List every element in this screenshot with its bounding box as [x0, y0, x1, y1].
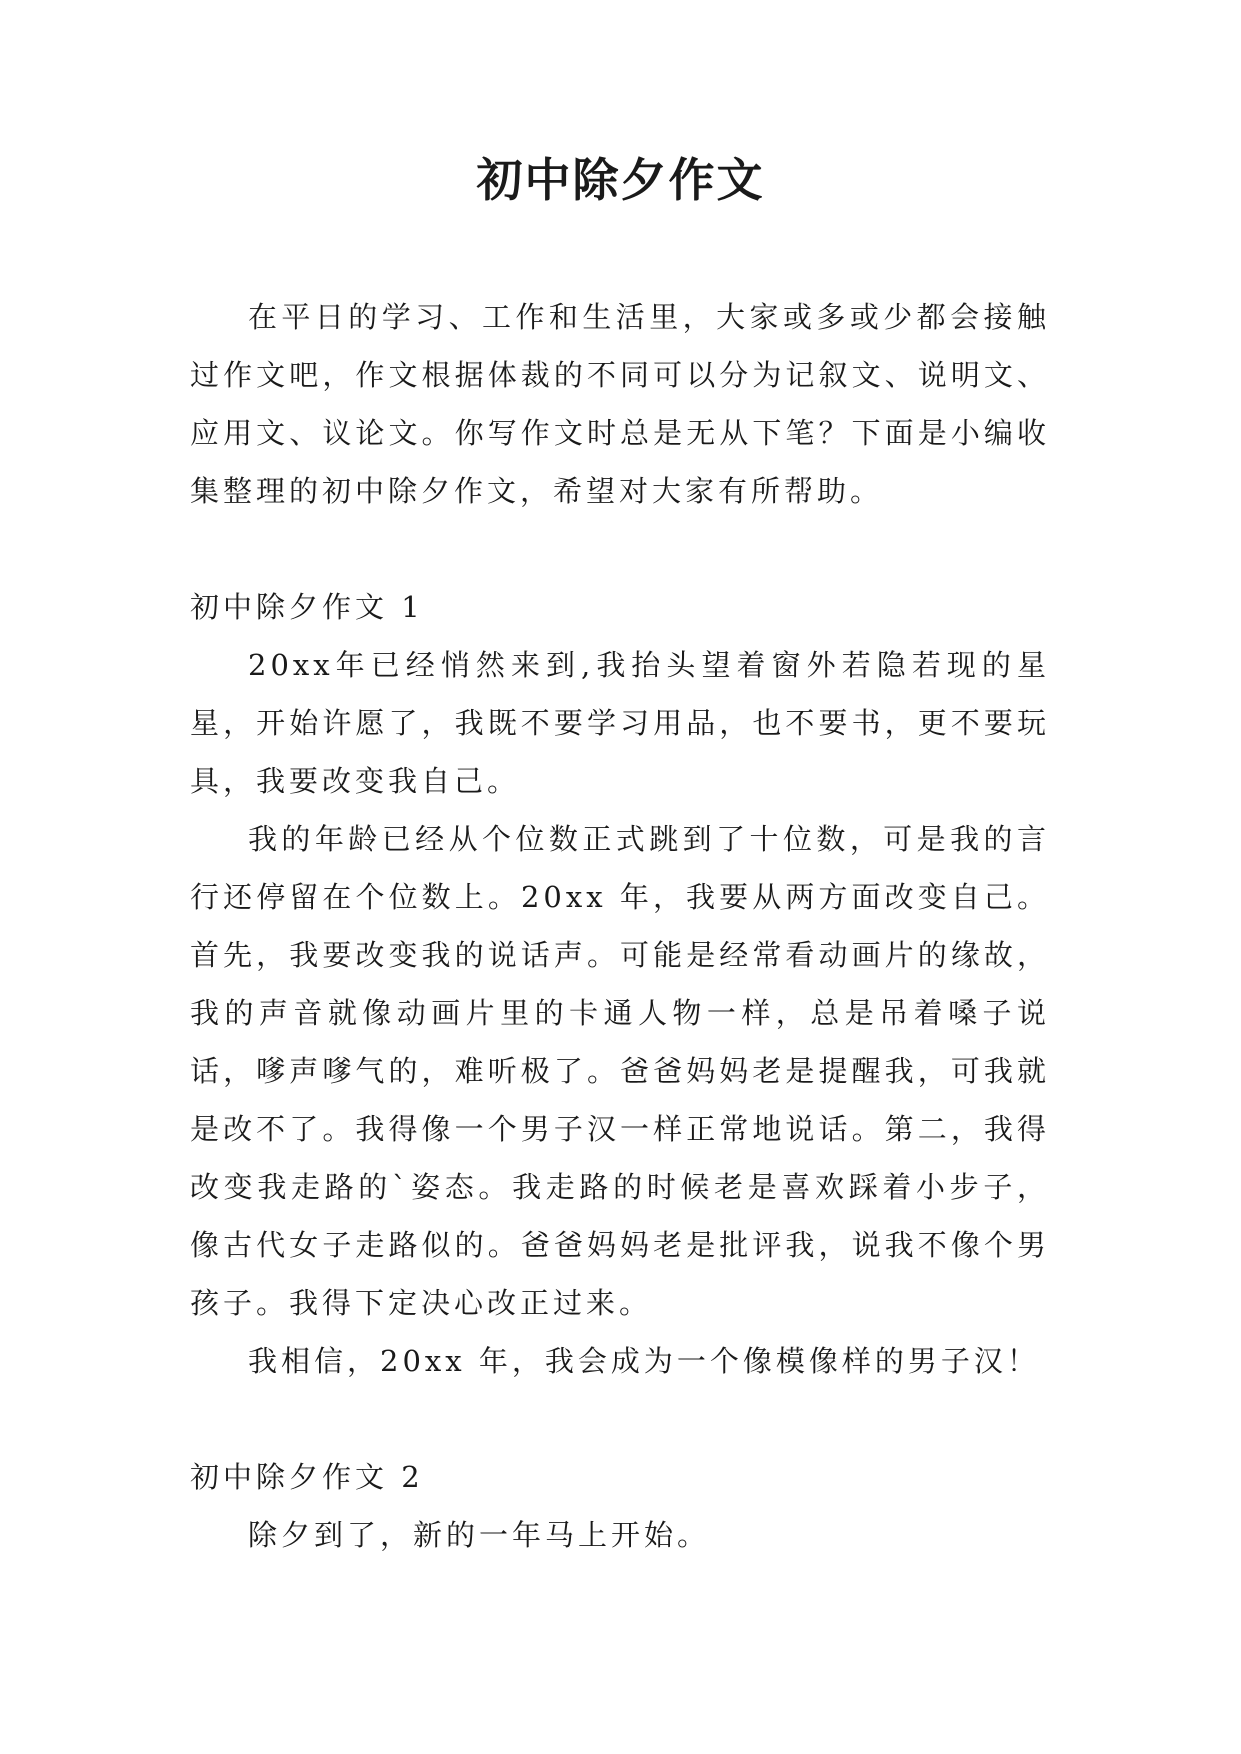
section-heading-1: 初中除夕作文 1 [190, 590, 424, 624]
section-2-paragraph-1: 除夕到了，新的一年马上开始。 [248, 1518, 711, 1552]
document-body [190, 288, 1050, 1564]
section-1-paragraph-1: 20xx年已经悄然来到,我抬头望着窗外若隐若现的星星，开始许愿了，我既不要学习用品，也不要书，更不要玩具，我要改变我自己。 [190, 648, 1050, 798]
intro-paragraph: 在平日的学习、工作和生活里，大家或多或少都会接触过作文吧，作文根据体裁的不同可以分为记叙文、说明文、应用文、议论文。你写作文时总是无从下笔？下面是小编收集整理的初中除夕作文，希望对大家有所帮助。 [190, 300, 1050, 508]
section-heading-2: 初中除夕作文 2 [190, 1460, 424, 1494]
document-title: 初中除夕作文 [476, 153, 765, 207]
section-1-paragraph-2: 我的年龄已经从个位数正式跳到了十位数，可是我的言行还停留在个位数上。20xx 年，我要从两方面改变自己。首先，我要改变我的说话声。可能是经常看动画片的缘故，我的声音就像动画片里的卡通人物一样，总是吊着嗓子说话，嗲声嗲气的，难听极了。爸爸妈妈老是提醒我，可我就是改不了。我得像一个男子汉一样正常地说话。第二，我得改变我走路的`姿态。我走路的时候老是喜欢踩着小步子，像古代女子走路似的。爸爸妈妈老是批评我，说我不像个男孩子。我得下定决心改正过来。 [190, 822, 1050, 1320]
section-1-paragraph-3: 我相信，20xx 年，我会成为一个像模像样的男子汉！ [248, 1344, 1040, 1378]
